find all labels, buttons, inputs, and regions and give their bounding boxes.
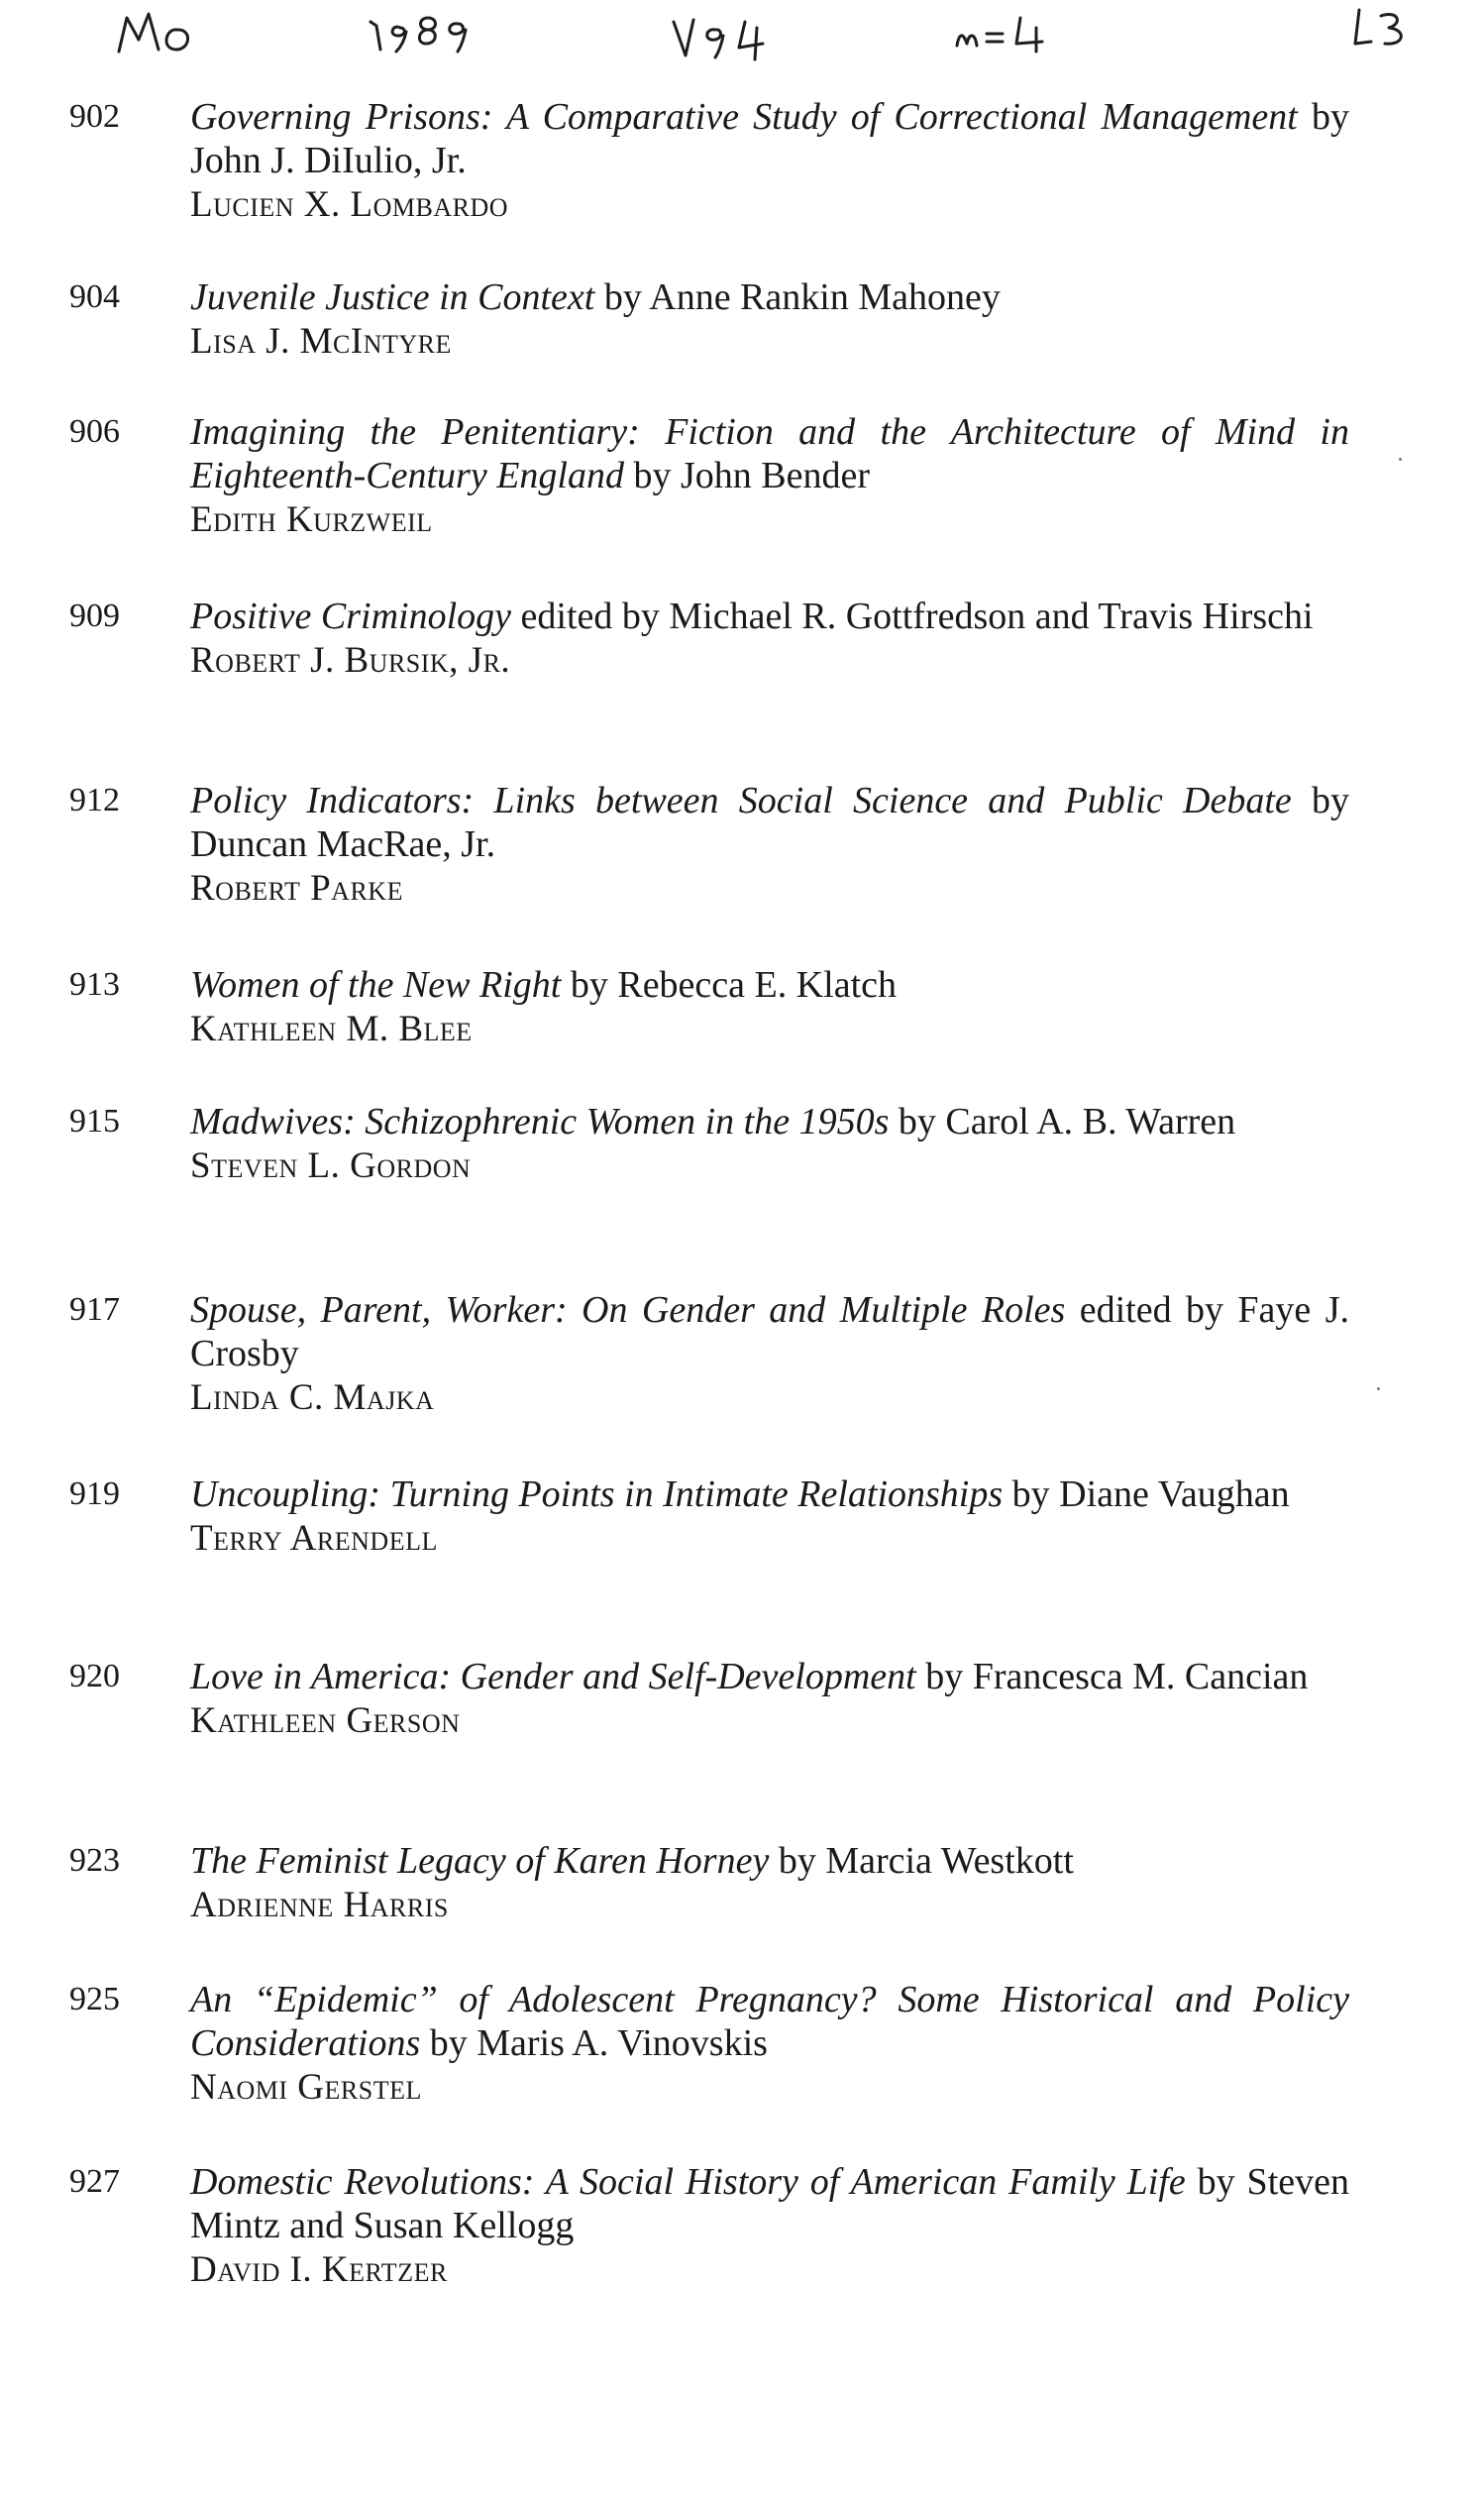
book-title: Domestic Revolutions: A Social History of American Family Life [190, 2161, 1186, 2203]
page-number: 909 [69, 598, 120, 634]
reviewer-name: Adrienne Harris [190, 1885, 449, 1925]
book-title: Positive Criminology [190, 596, 512, 637]
book-citation [190, 275, 1349, 364]
book-citation [190, 779, 1349, 911]
reviewer-name: Kathleen Gerson [190, 1700, 461, 1741]
page-number: 920 [69, 1658, 120, 1694]
reviewer-name: Steven L. Gordon [190, 1145, 472, 1186]
scan-speck [1399, 458, 1402, 461]
book-title: Spouse, Parent, Worker: On Gender and Multiple Roles [190, 1289, 1066, 1331]
book-byline: by John J. DiIulio, Jr. [190, 96, 1350, 181]
book-byline: edited by Michael R. Gottfredson and Travis Hirschi [511, 596, 1314, 637]
book-citation [190, 1100, 1349, 1188]
book-byline: by Carol A. B. Warren [889, 1101, 1236, 1143]
book-byline: by Duncan MacRae, Jr. [190, 780, 1350, 865]
reviewer-name: Robert J. Bursik, Jr. [190, 640, 511, 681]
book-title: The Feminist Legacy of Karen Horney [190, 1840, 770, 1882]
book-title: Governing Prisons: A Comparative Study of Correctional Management [190, 96, 1298, 138]
reviewer-name: Robert Parke [190, 868, 403, 909]
page-number: 902 [69, 98, 120, 135]
book-citation [190, 1655, 1349, 1743]
book-byline: by Anne Rankin Mahoney [594, 276, 1001, 318]
book-citation [190, 595, 1349, 683]
book-citation [190, 95, 1349, 227]
book-title: Love in America: Gender and Self-Development [190, 1656, 916, 1697]
book-byline: by Maris A. Vinovskis [420, 2022, 768, 2064]
scan-speck [1377, 1387, 1380, 1390]
page-number: 923 [69, 1842, 120, 1879]
book-title: Madwives: Schizophrenic Women in the 1950s [190, 1101, 890, 1143]
book-byline: by Marcia Westkott [769, 1840, 1074, 1882]
reviewer-name: Naomi Gerstel [190, 2067, 422, 2108]
page-number: 927 [69, 2163, 120, 2200]
page-number: 904 [69, 278, 120, 315]
book-title: An “Epidemic” of Adolescent Pregnancy? Some Historical and Policy Considerations [190, 1979, 1349, 2064]
reviewer-name: Linda C. Majka [190, 1377, 435, 1418]
book-citation [190, 410, 1349, 542]
reviewer-name: Terry Arendell [190, 1518, 438, 1559]
book-citation [190, 1472, 1349, 1561]
book-title: Juvenile Justice in Context [190, 276, 595, 318]
book-byline: by John Bender [623, 455, 870, 496]
book-citation [190, 963, 1349, 1051]
page-number: 906 [69, 413, 120, 450]
book-byline: by Diane Vaughan [1003, 1473, 1290, 1515]
book-byline: edited by Faye J. Crosby [190, 1289, 1349, 1374]
book-citation [190, 2160, 1349, 2292]
page-number: 912 [69, 782, 120, 818]
page-number: 925 [69, 1981, 120, 2017]
reviewer-name: Lucien X. Lombardo [190, 184, 509, 225]
page-number: 915 [69, 1103, 120, 1140]
page-number: 917 [69, 1291, 120, 1328]
book-byline: by Rebecca E. Klatch [561, 964, 898, 1006]
handwritten-notation [0, 0, 1484, 79]
book-title: Women of the New Right [190, 964, 562, 1006]
book-byline: by Francesca M. Cancian [915, 1656, 1309, 1697]
book-citation [190, 1839, 1349, 1927]
book-citation [190, 1288, 1349, 1420]
reviewer-name: Edith Kurzweil [190, 499, 433, 540]
reviewer-name: David I. Kertzer [190, 2249, 448, 2290]
book-title: Uncoupling: Turning Points in Intimate Relationships [190, 1473, 1004, 1515]
book-title: Imagining the Penitentiary: Fiction and the Architecture of Mind in Eighteenth-Century England [190, 411, 1349, 496]
book-citation [190, 1978, 1349, 2110]
page-number: 919 [69, 1475, 120, 1512]
reviewer-name: Kathleen M. Blee [190, 1009, 473, 1049]
book-title: Policy Indicators: Links between Social Science and Public Debate [190, 780, 1292, 821]
reviewer-name: Lisa J. McIntyre [190, 321, 452, 362]
book-byline: by Steven Mintz and Susan Kellogg [190, 2161, 1349, 2246]
page-number: 913 [69, 966, 120, 1003]
